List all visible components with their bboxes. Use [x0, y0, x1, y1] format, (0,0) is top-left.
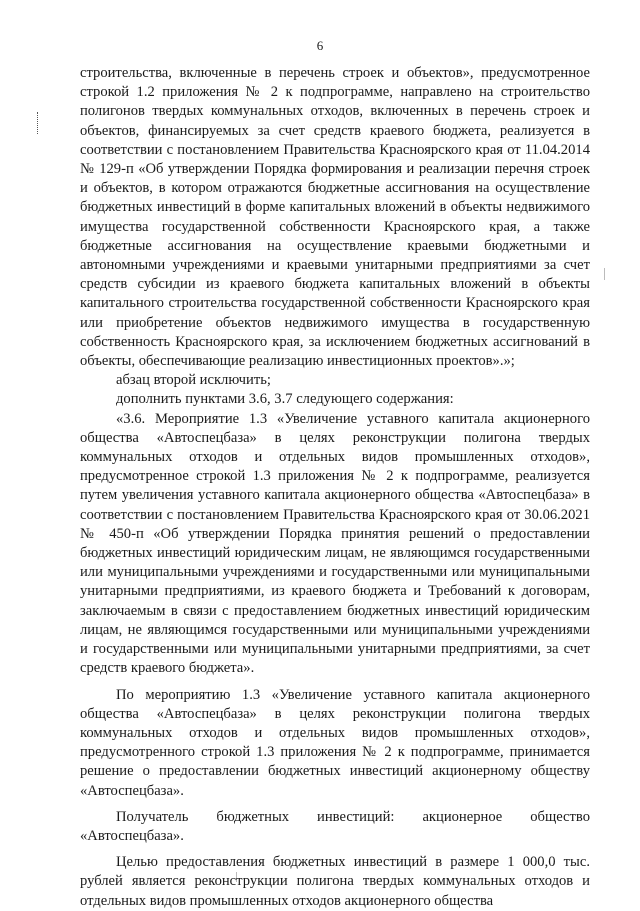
document-body	[80, 64, 590, 911]
paragraph-investment-purpose: Целью предоставления бюджетных инвестиций в размере 1 000,0 тыс. рублей является реконструкции полигона твердых коммунальных отходов и отдельных видов промышленных отходов акционерного общества	[80, 854, 590, 909]
paragraph-point-3-6: «3.6. Мероприятие 1.3 «Увеличение уставного капитала акционерного общества «Автоспецбаза» в целях реконструкции полигона твердых коммунальных отходов и отдельных видов промышленных отходов», предусмотренное строкой 1.3 приложения № 2 к подпрограмме, реализуется путем увеличения уставного капитала акционерного общества «Автоспецбаза» в соответствии с постановлением Правительства Красноярского края от 30.06.2021 № 450-п «Об утверждении Порядка принятия решений о предоставлении бюджетных инвестиций юридическим лицам, не являющимся государственными или муниципальными учреждениями и государственными или муниципальными унитарными предприятиями, из краевого бюджета и Требований к договорам, заключаемым в связи с предоставлением бюджетных инвестиций юридическим лицам, не являющимся государственными или муниципальными учреждениями и государственными или муниципальными унитарными предприятиями, за счет средств краевого бюджета».	[80, 410, 590, 677]
paragraph-continuation: строительства, включенные в перечень строек и объектов», предусмотренное строкой 1.2 приложения № 2 к подпрограмме, направлено на строительство полигонов твердых коммунальных отходов, включенных в перечень строек и объектов, финансируемых за счет средств краевого бюджета, реализуется в соответствии с постановлением Правительства Красноярского края от 11.04.2014 № 129-п «Об утверждении Порядка формирования и реализации перечня строек и объектов, в котором отражаются бюджетные ассигнования на осуществление бюджетных инвестиций в форме капитальных вложений в объекты недвижимого имущества государственной собственности Красноярского края, а также бюджетные ассигнования на осуществление краевыми бюджетными и автономными учреждениями и краевыми унитарными предприятиями за счет средств субсидии из краевого бюджета капитальных вложений в объекты капитального строительства государственной собственности Красноярского края или приобретение объектов недвижимого имущества в государственную собственность Красноярского края, за исключением бюджетных ассигнований в объекты, обеспечивающие реализацию инвестиционных проектов».»;	[80, 65, 590, 370]
paragraph-gap	[80, 846, 590, 853]
paragraph-add-points-instruction: дополнить пунктами 3.6, 3.7 следующего содержания:	[116, 391, 454, 408]
paragraph-gap	[80, 679, 590, 686]
paragraph-measure-decision: По мероприятию 1.3 «Увеличение уставного капитала акционерного общества «Автоспецбаза» в целях реконструкции полигона твердых коммунальных отходов и отдельных видов промышленных отходов», предусмотренного строкой 1.3 приложения № 2 к подпрограмме, принимается решение о предоставлении бюджетных инвестиций акционерному обществу «Автоспецбаза».	[80, 686, 590, 799]
paragraph-recipient: Получатель бюджетных инвестиций: акционерное общество «Автоспецбаза».	[80, 808, 590, 844]
margin-scan-mark	[37, 112, 40, 134]
paragraph-gap	[80, 801, 590, 808]
paragraph-exclude-instruction: абзац второй исключить;	[116, 372, 271, 389]
edge-scan-mark	[604, 268, 605, 280]
page-number: 6	[316, 38, 324, 53]
